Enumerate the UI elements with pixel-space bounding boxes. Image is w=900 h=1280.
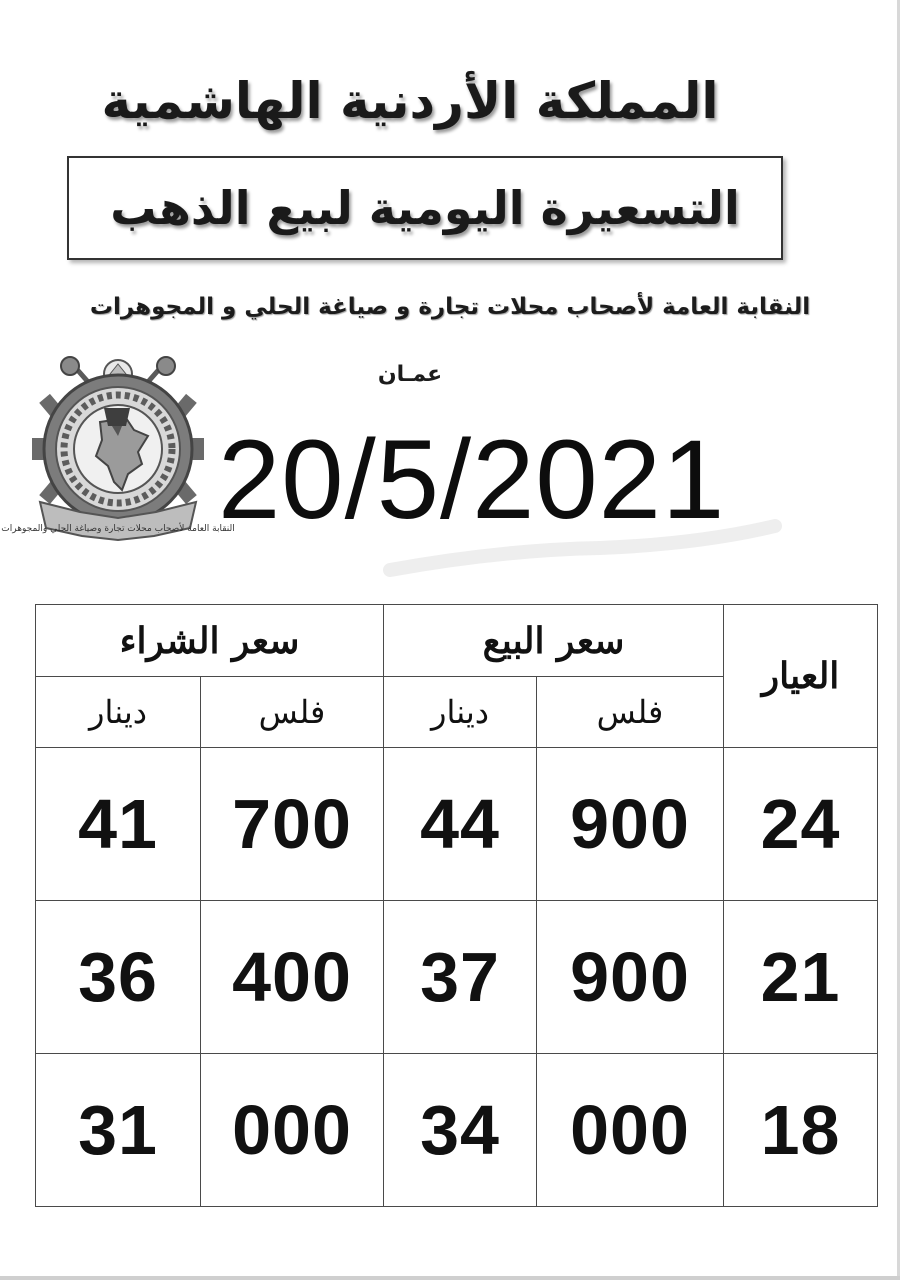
sell-dinar-cell: 34 bbox=[384, 1054, 537, 1207]
sell-dinar-header: دينار bbox=[384, 677, 537, 748]
table-row bbox=[36, 748, 878, 901]
karat-header: العيار bbox=[724, 605, 878, 748]
karat-cell: 21 bbox=[724, 901, 878, 1054]
sell-fils-header: فلس bbox=[537, 677, 724, 748]
table-row bbox=[36, 901, 878, 1054]
buy-fils-cell: 700 bbox=[201, 748, 384, 901]
title-box bbox=[67, 156, 783, 260]
buy-fils-cell: 000 bbox=[201, 1054, 384, 1207]
emblem-caption: النقابة العامة لأصحاب محلات تجارة وصياغة الحلي والمجوهرات bbox=[1, 524, 235, 534]
city-label: عمـان bbox=[377, 362, 443, 387]
sell-price-header: سعر البيع bbox=[384, 605, 724, 677]
page-title: التسعيرة اليومية لبيع الذهب bbox=[110, 181, 740, 235]
buy-dinar-cell: 31 bbox=[36, 1054, 201, 1207]
buy-dinar-cell: 36 bbox=[36, 901, 201, 1054]
sell-fils-cell: 000 bbox=[537, 1054, 724, 1207]
price-date: 20/5/2021 bbox=[218, 417, 726, 542]
table-row bbox=[36, 1054, 878, 1207]
gold-price-table bbox=[35, 604, 878, 1207]
sell-fils-cell: 900 bbox=[537, 748, 724, 901]
sell-fils-cell: 900 bbox=[537, 901, 724, 1054]
buy-dinar-header: دينار bbox=[36, 677, 201, 748]
kingdom-heading: المملكة الأردنية الهاشمية bbox=[101, 72, 719, 130]
scan-smudge bbox=[380, 520, 780, 580]
buy-dinar-cell: 41 bbox=[36, 748, 201, 901]
buy-fils-cell: 400 bbox=[201, 901, 384, 1054]
page-edge-bottom bbox=[0, 1276, 900, 1280]
sell-dinar-cell: 37 bbox=[384, 901, 537, 1054]
karat-cell: 24 bbox=[724, 748, 878, 901]
syndicate-name: النقابة العامة لأصحاب محلات تجارة و صياغة الحلي و المجوهرات bbox=[89, 294, 811, 320]
buy-fils-header: فلس bbox=[201, 677, 384, 748]
buy-price-header: سعر الشراء bbox=[36, 605, 384, 677]
sell-dinar-cell: 44 bbox=[384, 748, 537, 901]
syndicate-emblem-icon bbox=[1, 352, 235, 548]
karat-cell: 18 bbox=[724, 1054, 878, 1207]
